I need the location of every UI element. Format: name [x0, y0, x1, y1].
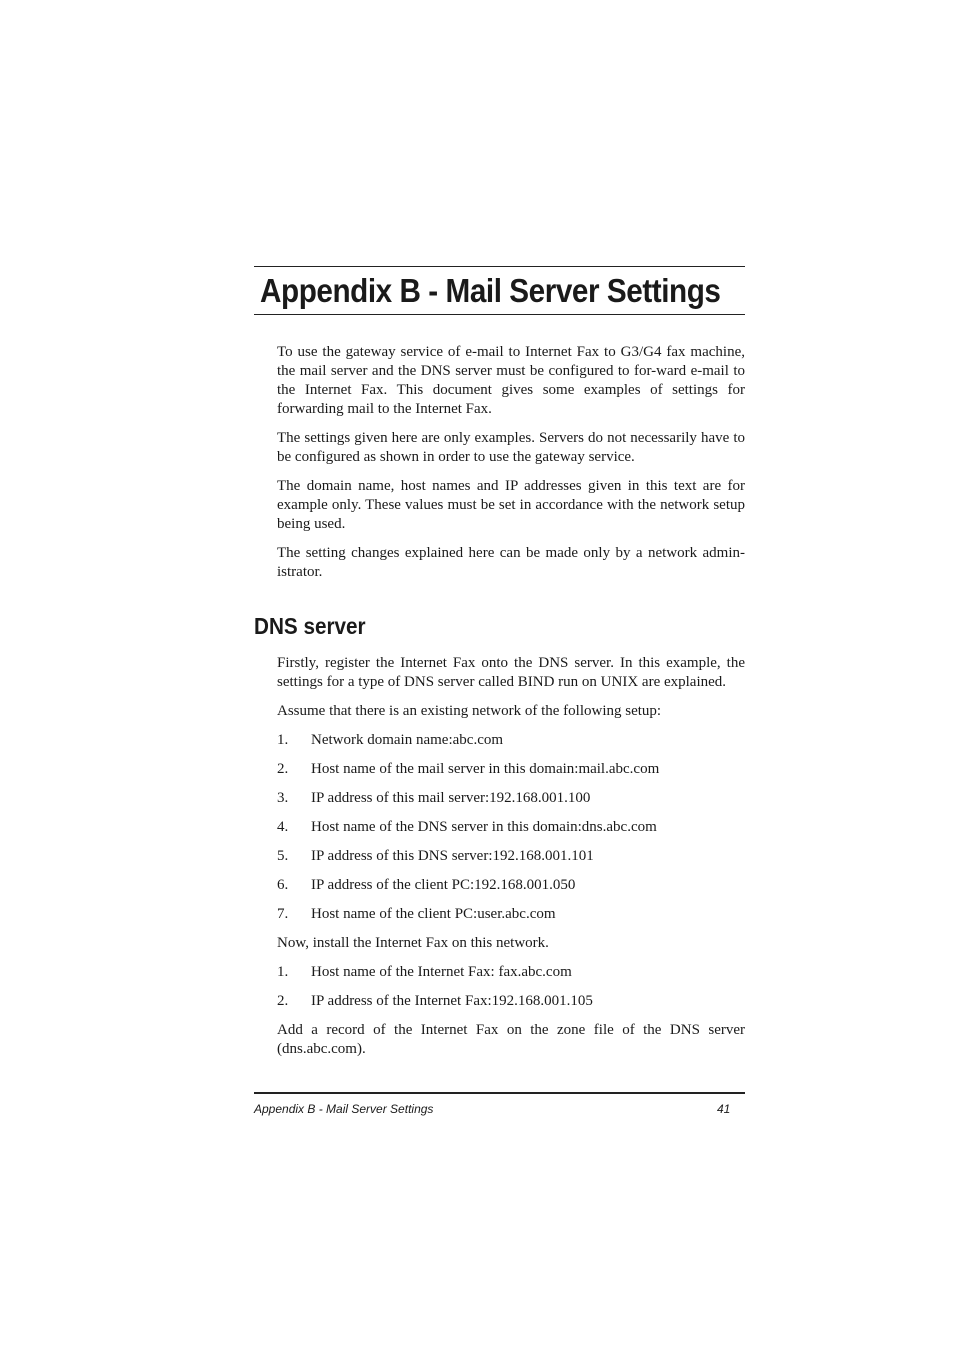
list-item	[277, 789, 745, 808]
list-text: IP address of this DNS server:192.168.001.101	[311, 848, 594, 864]
list-item	[277, 963, 745, 982]
dns-paragraph: Assume that there is an existing network of the following setup:	[277, 703, 662, 719]
list-item	[277, 731, 745, 750]
list-number: 3.	[277, 790, 289, 806]
list-text: Host name of the client PC:user.abc.com	[311, 906, 556, 922]
list-number: 2.	[277, 993, 289, 1009]
list-number: 7.	[277, 906, 289, 922]
list-item	[277, 818, 745, 837]
fax-list	[277, 963, 745, 1011]
intro-paragraph: To use the gateway service of e-mail to Internet Fax to G3/G4 fax machine, the mail server and the DNS server must be configured to for-ward e-mail to the Internet Fax. This document gives some examples of settings for forwarding mail to the Internet Fax.	[277, 344, 745, 417]
list-item	[277, 847, 745, 866]
dns-section	[277, 654, 745, 1069]
list-text: IP address of this mail server:192.168.001.100	[311, 790, 591, 806]
dns-paragraph: Add a record of the Internet Fax on the zone file of the DNS server (dns.abc.com).	[277, 1022, 745, 1057]
intro-paragraph: The settings given here are only examples. Servers do not necessarily have to be configured as shown in order to use the gateway service.	[277, 430, 745, 465]
list-number: 6.	[277, 877, 289, 893]
dns-paragraph: Firstly, register the Internet Fax onto the DNS server. In this example, the settings for a type of DNS server called BIND run on UNIX are explained.	[277, 655, 745, 690]
list-number: 5.	[277, 848, 289, 864]
list-text: Host name of the mail server in this domain:mail.abc.com	[311, 761, 660, 777]
list-text: Network domain name:abc.com	[311, 732, 504, 748]
setup-list	[277, 731, 745, 924]
chapter-title-block	[254, 266, 745, 315]
section-heading-dns-server: DNS server	[254, 613, 366, 639]
list-text: IP address of the client PC:192.168.001.050	[311, 877, 576, 893]
footer-rule	[254, 1092, 745, 1094]
dns-paragraph: Now, install the Internet Fax on this network.	[277, 935, 549, 951]
list-text: Host name of the DNS server in this domain:dns.abc.com	[311, 819, 657, 835]
list-number: 1.	[277, 964, 289, 980]
list-text: IP address of the Internet Fax:192.168.001.105	[311, 993, 593, 1009]
list-item	[277, 905, 745, 924]
page-number: 41	[717, 1102, 731, 1116]
list-item	[277, 876, 745, 895]
footer-running-title: Appendix B - Mail Server Settings	[254, 1102, 434, 1116]
list-item	[277, 992, 745, 1011]
list-item	[277, 760, 745, 779]
intro-paragraph: The domain name, host names and IP addresses given in this text are for example only. These values must be set in accordance with the network setup being used.	[277, 478, 745, 532]
list-number: 2.	[277, 761, 289, 777]
list-number: 4.	[277, 819, 289, 835]
list-text: Host name of the Internet Fax: fax.abc.com	[311, 964, 572, 980]
list-number: 1.	[277, 732, 289, 748]
chapter-title: Appendix B - Mail Server Settings	[260, 272, 721, 309]
intro-section	[277, 343, 745, 592]
intro-paragraph: The setting changes explained here can be made only by a network admin-istrator.	[277, 545, 745, 580]
